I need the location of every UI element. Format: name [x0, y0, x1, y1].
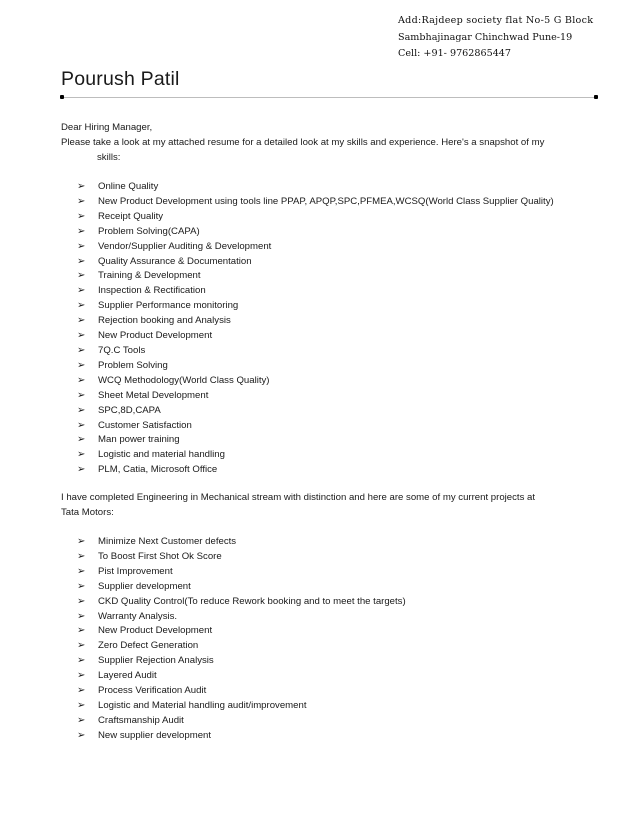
arrow-bullet-icon: ➢ [77, 550, 86, 562]
skill-item [77, 404, 554, 419]
skill-item [77, 210, 554, 225]
skill-item-text: New Product Development using tools line PPAP, APQP,SPC,PFMEA,WCSQ(World Class Supplier Quality) [98, 195, 554, 207]
projects-intro-line: I have completed Engineering in Mechanical stream with distinction and here are some of my current projects at [61, 492, 536, 503]
project-item [77, 580, 406, 595]
skill-item [77, 389, 554, 404]
arrow-bullet-icon: ➢ [77, 536, 86, 547]
project-item [77, 714, 406, 729]
skill-item [77, 359, 554, 374]
arrow-bullet-icon: ➢ [77, 610, 86, 622]
skill-item-text: PLM, Catia, Microsoft Office [98, 464, 218, 476]
project-item [77, 639, 406, 654]
skill-item [77, 195, 554, 210]
address-line: Add:Rajdeep society flat No-5 G Block [398, 15, 594, 26]
skill-item [77, 299, 554, 314]
arrow-bullet-icon: ➢ [77, 359, 86, 371]
arrow-bullet-icon: ➢ [77, 330, 86, 342]
skill-item [77, 180, 554, 195]
skills-list [77, 180, 554, 478]
skill-item [77, 255, 554, 270]
arrow-bullet-icon: ➢ [77, 640, 86, 652]
skill-item-text: Supplier Performance monitoring [98, 300, 239, 312]
arrow-bullet-icon: ➢ [77, 344, 86, 356]
arrow-bullet-icon: ➢ [77, 225, 86, 237]
intro-paragraph [61, 136, 594, 166]
arrow-bullet-icon: ➢ [77, 404, 86, 416]
arrow-bullet-icon: ➢ [77, 670, 86, 682]
skill-item-text: Receipt Quality [98, 210, 164, 222]
skill-item [77, 240, 554, 255]
skill-item [77, 463, 554, 478]
skill-item-text: SPC,8D,CAPA [98, 404, 161, 416]
divider-right-dot [594, 95, 598, 99]
project-item [77, 699, 406, 714]
arrow-bullet-icon: ➢ [77, 714, 86, 726]
skill-item-text: Logistic and material handling [98, 449, 225, 461]
arrow-bullet-icon: ➢ [77, 595, 86, 607]
skill-item [77, 284, 554, 299]
project-item [77, 624, 406, 639]
intro-line-continued: skills: [97, 151, 121, 163]
project-item-text: Process Verification Audit [98, 685, 207, 697]
arrow-bullet-icon: ➢ [77, 181, 86, 192]
skill-item-text: New Product Development [98, 330, 213, 342]
skill-item-text: Customer Satisfaction [98, 419, 192, 431]
arrow-bullet-icon: ➢ [77, 389, 86, 401]
project-item [77, 550, 406, 565]
project-item-text: Pist Improvement [98, 565, 173, 577]
project-item [77, 595, 406, 610]
arrow-bullet-icon: ➢ [77, 729, 86, 741]
skill-item-text: Inspection & Rectification [98, 285, 206, 297]
project-item-text: Minimize Next Customer defects [98, 536, 237, 547]
project-item-text: Warranty Analysis. [98, 610, 178, 622]
arrow-bullet-icon: ➢ [77, 195, 86, 207]
project-item-text: Logistic and Material handling audit/improvement [98, 699, 307, 711]
skill-item-text: Online Quality [98, 181, 159, 192]
arrow-bullet-icon: ➢ [77, 270, 86, 282]
project-item [77, 684, 406, 699]
arrow-bullet-icon: ➢ [77, 240, 86, 252]
project-item-text: Layered Audit [98, 670, 157, 682]
skill-item-text: Vendor/Supplier Auditing & Development [98, 240, 272, 252]
skill-item-text: Sheet Metal Development [98, 389, 209, 401]
project-item-text: New Product Development [98, 625, 213, 637]
skill-item [77, 374, 554, 389]
address-city-line: Sambhajinagar Chinchwad Pune-19 [398, 31, 573, 43]
header-divider [61, 97, 597, 98]
arrow-bullet-icon: ➢ [77, 255, 86, 267]
projects-intro-line-continued: Tata Motors: [61, 506, 114, 518]
arrow-bullet-icon: ➢ [77, 315, 86, 327]
arrow-bullet-icon: ➢ [77, 374, 86, 386]
project-item [77, 729, 406, 744]
skill-item-text: 7Q.C Tools [98, 344, 146, 356]
project-item-text: Zero Defect Generation [98, 640, 199, 652]
skill-item [77, 314, 554, 329]
skill-item [77, 269, 554, 284]
skill-item-text: Rejection booking and Analysis [98, 315, 231, 327]
arrow-bullet-icon: ➢ [77, 464, 86, 476]
project-item-text: Supplier Rejection Analysis [98, 655, 214, 667]
project-item [77, 565, 406, 580]
arrow-bullet-icon: ➢ [77, 625, 86, 637]
skill-item-text: Training & Development [98, 270, 201, 282]
project-item [77, 535, 406, 550]
divider-left-dot [60, 95, 64, 99]
skill-item-text: WCQ Methodology(World Class Quality) [98, 374, 270, 386]
skill-item [77, 225, 554, 240]
applicant-name: Pourush Patil [61, 68, 180, 90]
arrow-bullet-icon: ➢ [77, 434, 86, 446]
phone-line: Cell: +91- 9762865447 [398, 48, 512, 59]
skill-item [77, 329, 554, 344]
arrow-bullet-icon: ➢ [77, 210, 86, 222]
arrow-bullet-icon: ➢ [77, 419, 86, 431]
contact-address-block [398, 13, 620, 63]
project-item-text: Supplier development [98, 580, 191, 592]
project-item [77, 669, 406, 684]
project-item-text: Craftsmanship Audit [98, 714, 184, 726]
project-item-text: CKD Quality Control(To reduce Rework booking and to meet the targets) [98, 595, 406, 607]
projects-list [77, 535, 406, 744]
skill-item-text: Man power training [98, 434, 180, 446]
skill-item-text: Quality Assurance & Documentation [98, 255, 252, 267]
intro-line: Please take a look at my attached resume for a detailed look at my skills and experience. Here's a snapshot of my [61, 137, 545, 148]
arrow-bullet-icon: ➢ [77, 565, 86, 577]
skill-item [77, 448, 554, 463]
arrow-bullet-icon: ➢ [77, 655, 86, 667]
project-item [77, 654, 406, 669]
skill-item-text: Problem Solving(CAPA) [98, 225, 200, 237]
project-item-text: New supplier development [98, 729, 212, 741]
skill-item-text: Problem Solving [98, 359, 168, 371]
arrow-bullet-icon: ➢ [77, 300, 86, 312]
project-item [77, 610, 406, 625]
arrow-bullet-icon: ➢ [77, 685, 86, 697]
project-item-text: To Boost First Shot Ok Score [98, 550, 222, 562]
arrow-bullet-icon: ➢ [77, 285, 86, 297]
skill-item [77, 344, 554, 359]
arrow-bullet-icon: ➢ [77, 449, 86, 461]
arrow-bullet-icon: ➢ [77, 699, 86, 711]
arrow-bullet-icon: ➢ [77, 580, 86, 592]
projects-intro-paragraph [61, 491, 594, 521]
salutation: Dear Hiring Manager, [61, 122, 153, 133]
skill-item [77, 419, 554, 434]
skill-item [77, 433, 554, 448]
